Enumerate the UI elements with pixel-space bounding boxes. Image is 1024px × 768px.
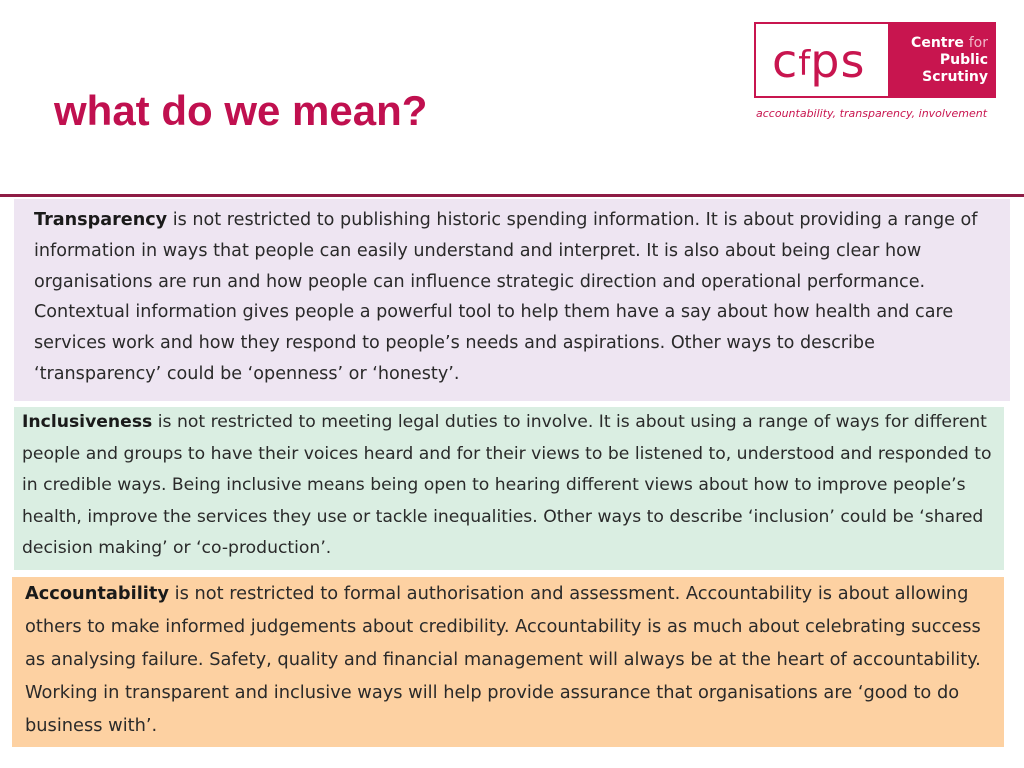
transparency-term: Transparency (34, 210, 168, 230)
inclusiveness-term: Inclusiveness (22, 412, 153, 432)
logo-frame (754, 22, 996, 98)
page-title: what do we mean? (54, 87, 428, 134)
accountability-block (12, 577, 1004, 747)
logo-mark-c: c (772, 34, 799, 88)
accountability-text: is not restricted to formal authorisation and assessment. Accountability is about allowing others to make informed judgements about credibility. Accountability is as much about celebrating success as analysing failure. Safety, quality and financial management will always be at the heart of accountability. Working in transparent and inclusive ways will help provide assurance that organisations are ‘good to do business with’. (25, 583, 981, 736)
logo-line1-b: for (968, 35, 988, 51)
transparency-block (14, 199, 1010, 401)
logo-line2: Public (939, 52, 988, 68)
transparency-text: is not restricted to publishing historic spending information. It is about providing a range of information in ways that people can easily understand and interpret. It is also about being clear how organisations are run and how people can influence strategic direction and operational performance. Contextual information gives people a powerful tool to help them have a say about how health and care services work and how they respond to people’s needs and aspirations. Other ways to describe ‘transparency’ could be ‘openness’ or ‘honesty’. (34, 210, 978, 384)
logo-mark-f: f (798, 44, 811, 84)
logo-tagline: accountability, transparency, involvement (756, 107, 988, 120)
accountability-term: Accountability (25, 583, 169, 604)
logo-mark-ps: ps (810, 34, 866, 88)
logo-wordmark (911, 35, 988, 86)
title-divider (0, 194, 1024, 197)
logo-line1-a: Centre (911, 35, 964, 51)
cfps-logo (754, 22, 998, 122)
inclusiveness-text: is not restricted to meeting legal duties to involve. It is about using a range of ways for different people and groups to have their voices heard and for their views to be listened to, understood and responded to in credible ways. Being inclusive means being open to hearing different views about how to improve people’s health, improve the services they use or tackle inequalities. Other ways to describe ‘inclusion’ could be ‘shared decision making’ or ‘co-production’. (22, 412, 992, 559)
logo-panel (888, 24, 996, 96)
logo-line3: Scrutiny (922, 69, 988, 85)
inclusiveness-block (14, 407, 1004, 570)
logo-mark (772, 28, 865, 97)
